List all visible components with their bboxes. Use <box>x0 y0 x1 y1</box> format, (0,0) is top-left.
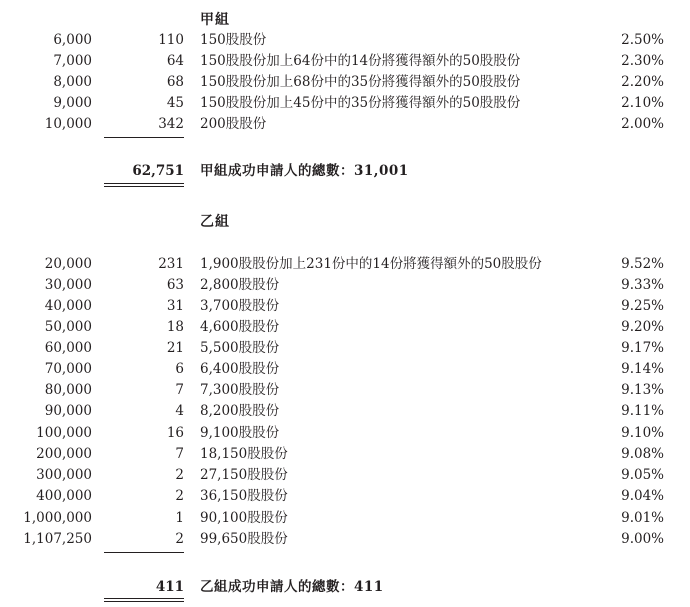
pool-a-total-label: 甲組成功申請人的總數：31,001 <box>200 163 409 179</box>
pool-b-row <box>0 529 690 550</box>
allotted-percentage: 9.33% <box>621 277 664 293</box>
allotted-percentage: 9.11% <box>621 403 664 419</box>
amount-applied: 7,000 <box>53 53 92 69</box>
allotted-percentage: 2.30% <box>621 53 664 69</box>
pool-b-row <box>0 401 690 422</box>
allotment-basis: 5,500股股份 <box>200 340 280 356</box>
pool-b-row <box>0 254 690 275</box>
pool-b-row <box>0 423 690 444</box>
amount-applied: 20,000 <box>44 256 92 272</box>
amount-applied: 70,000 <box>44 361 92 377</box>
pool-a-row <box>0 93 690 114</box>
allotted-percentage: 9.10% <box>621 425 664 441</box>
pool-b-total-label: 乙組成功申請人的總數：411 <box>200 579 384 595</box>
amount-applied: 100,000 <box>36 425 92 441</box>
allotment-basis: 150股股份加上68份中的35份將獲得額外的50股股份 <box>200 74 521 90</box>
allotment-basis: 4,600股股份 <box>200 319 280 335</box>
pool-a-row <box>0 51 690 72</box>
allotted-percentage: 9.13% <box>621 382 664 398</box>
valid-applications: 231 <box>158 256 184 272</box>
valid-applications: 16 <box>166 425 184 441</box>
pool-b-row <box>0 275 690 296</box>
allotment-basis: 150股股份加上64份中的14份將獲得額外的50股股份 <box>200 53 521 69</box>
pool-b-total-number: 411 <box>155 579 184 595</box>
allotted-percentage: 2.50% <box>621 32 664 48</box>
allotted-percentage: 9.20% <box>621 319 664 335</box>
sum-rule <box>104 552 184 553</box>
amount-applied: 1,000,000 <box>23 510 92 526</box>
allotted-percentage: 9.52% <box>621 256 664 272</box>
pool-a-row <box>0 114 690 135</box>
sum-rule <box>104 137 184 138</box>
valid-applications: 21 <box>166 340 184 356</box>
pool-b-row <box>0 317 690 338</box>
allotment-basis: 9,100股股份 <box>200 425 280 441</box>
valid-applications: 18 <box>166 319 184 335</box>
allotted-percentage: 9.05% <box>621 467 664 483</box>
valid-applications: 7 <box>175 446 184 462</box>
allotment-basis: 3,700股股份 <box>200 298 280 314</box>
allotment-basis: 200股股份 <box>200 116 267 132</box>
amount-applied: 300,000 <box>36 467 92 483</box>
pool-b-total <box>0 576 690 598</box>
allotted-percentage: 9.08% <box>621 446 664 462</box>
amount-applied: 9,000 <box>53 95 92 111</box>
pool-b-row <box>0 296 690 317</box>
valid-applications: 2 <box>175 488 184 504</box>
valid-applications: 2 <box>175 467 184 483</box>
pool-a-row <box>0 30 690 51</box>
amount-applied: 30,000 <box>44 277 92 293</box>
allotment-basis: 2,800股股份 <box>200 277 280 293</box>
allotted-percentage: 9.17% <box>621 340 664 356</box>
valid-applications: 64 <box>166 53 184 69</box>
valid-applications: 2 <box>175 531 184 547</box>
allotted-percentage: 2.20% <box>621 74 664 90</box>
valid-applications: 7 <box>175 382 184 398</box>
allotment-basis: 27,150股股份 <box>200 467 288 483</box>
allotment-basis: 6,400股股份 <box>200 361 280 377</box>
allotment-basis: 90,100股股份 <box>200 510 288 526</box>
valid-applications: 4 <box>175 403 184 419</box>
amount-applied: 6,000 <box>53 32 92 48</box>
valid-applications: 110 <box>158 32 184 48</box>
amount-applied: 90,000 <box>44 403 92 419</box>
amount-applied: 10,000 <box>44 116 92 132</box>
amount-applied: 50,000 <box>44 319 92 335</box>
amount-applied: 200,000 <box>36 446 92 462</box>
valid-applications: 1 <box>175 510 184 526</box>
allotted-percentage: 2.10% <box>621 95 664 111</box>
allotted-percentage: 9.25% <box>621 298 664 314</box>
pool-b-row <box>0 338 690 359</box>
allotment-basis: 150股股份加上45份中的35份將獲得額外的50股股份 <box>200 95 521 111</box>
amount-applied: 1,107,250 <box>23 531 92 547</box>
valid-applications: 6 <box>175 361 184 377</box>
pool-a-title: 甲組 <box>200 12 230 28</box>
allotted-percentage: 9.04% <box>621 488 664 504</box>
amount-applied: 400,000 <box>36 488 92 504</box>
allotted-percentage: 2.00% <box>621 116 664 132</box>
allotted-percentage: 9.14% <box>621 361 664 377</box>
allotment-basis: 18,150股股份 <box>200 446 288 462</box>
allotment-basis: 7,300股股份 <box>200 382 280 398</box>
allotted-percentage: 9.01% <box>621 510 664 526</box>
amount-applied: 40,000 <box>44 298 92 314</box>
allotment-basis: 99,650股股份 <box>200 531 288 547</box>
allotment-basis: 150股股份 <box>200 32 267 48</box>
pool-b-row <box>0 444 690 465</box>
amount-applied: 80,000 <box>44 382 92 398</box>
pool-b-row <box>0 380 690 401</box>
pool-a-total <box>0 160 690 182</box>
valid-applications: 342 <box>158 116 184 132</box>
pool-b-row <box>0 486 690 507</box>
pool-b-row <box>0 465 690 486</box>
amount-applied: 8,000 <box>53 74 92 90</box>
pool-b-title: 乙組 <box>200 214 230 230</box>
amount-applied: 60,000 <box>44 340 92 356</box>
pool-b-row <box>0 508 690 529</box>
valid-applications: 31 <box>166 298 184 314</box>
allotted-percentage: 9.00% <box>621 531 664 547</box>
valid-applications: 45 <box>166 95 184 111</box>
allotment-basis: 1,900股股份加上231份中的14份將獲得額外的50股股份 <box>200 256 542 272</box>
pool-b-row <box>0 359 690 380</box>
allotment-basis: 8,200股股份 <box>200 403 280 419</box>
valid-applications: 63 <box>166 277 184 293</box>
pool-a-total-number: 62,751 <box>132 163 184 179</box>
pool-a-row <box>0 72 690 93</box>
double-underline <box>104 183 184 187</box>
allotment-basis: 36,150股股份 <box>200 488 288 504</box>
double-underline <box>104 598 184 602</box>
valid-applications: 68 <box>166 74 184 90</box>
